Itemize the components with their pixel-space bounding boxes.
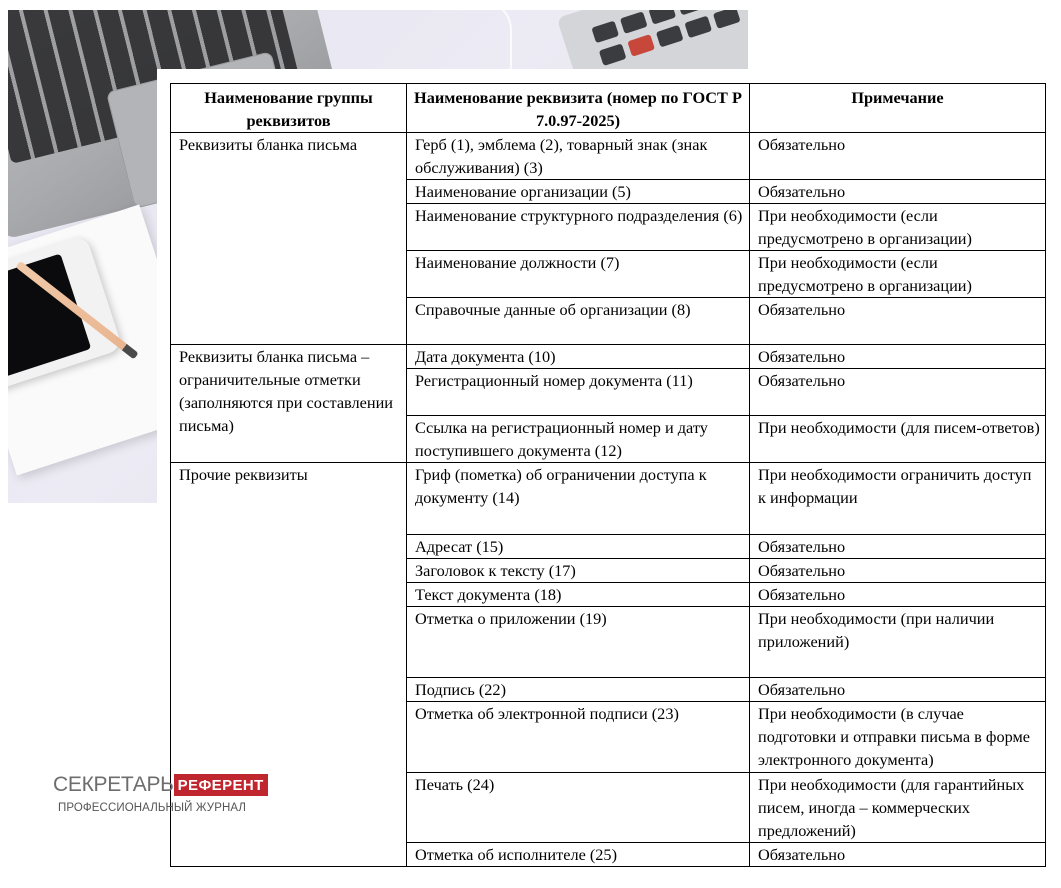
requisites-table <box>170 83 1046 867</box>
requisite-cell: Герб (1), эмблема (2), товарный знак (знак обслуживания) (3) <box>407 133 750 180</box>
note-cell: Обязательно <box>750 180 1046 204</box>
note-cell: Обязательно <box>750 583 1046 607</box>
requisite-cell: Наименование организации (5) <box>407 180 750 204</box>
calc-key <box>599 43 627 66</box>
header-note: Примечание <box>750 84 1046 133</box>
requisite-cell: Текст документа (18) <box>407 583 750 607</box>
note-cell: При необходимости (для писем-ответов) <box>750 416 1046 463</box>
note-cell: При необходимости (для гарантийных писем, иногда – коммерческих предложений) <box>750 773 1046 843</box>
calc-key <box>684 16 712 39</box>
calc-key <box>677 10 705 15</box>
group-cell: Реквизиты бланка письма <box>171 133 407 345</box>
requisite-cell: Дата документа (10) <box>407 345 750 369</box>
note-cell: Обязательно <box>750 298 1046 345</box>
table-row <box>171 133 1046 180</box>
header-requisite: Наименование реквизита (номер по ГОСТ Р 7.0.97-2025) <box>407 84 750 133</box>
logo-badge: РЕФЕРЕНТ <box>174 774 268 796</box>
table-header-row <box>171 84 1046 133</box>
note-cell: При необходимости ограничить доступ к информации <box>750 463 1046 535</box>
requisite-cell: Гриф (пометка) об ограничении доступа к документу (14) <box>407 463 750 535</box>
requisite-cell: Регистрационный номер документа (11) <box>407 369 750 416</box>
group-cell: Прочие реквизиты <box>171 463 407 867</box>
note-cell: Обязательно <box>750 133 1046 180</box>
calc-key <box>713 10 741 29</box>
requisite-cell: Отметка об исполнителе (25) <box>407 843 750 867</box>
note-cell: Обязательно <box>750 559 1046 583</box>
requisite-cell: Подпись (22) <box>407 678 750 702</box>
requisite-cell: Наименование должности (7) <box>407 251 750 298</box>
logo-word: СЕКРЕТАРЬ <box>53 773 174 796</box>
logo-subtitle: ПРОФЕССИОНАЛЬНЫЙ ЖУРНАЛ <box>58 802 247 814</box>
note-cell: Обязательно <box>750 345 1046 369</box>
requisite-cell: Ссылка на регистрационный номер и дату поступившего документа (12) <box>407 416 750 463</box>
note-cell: При необходимости (при наличии приложений) <box>750 607 1046 678</box>
requisite-cell: Наименование структурного подразделения (6) <box>407 204 750 251</box>
table-row <box>171 463 1046 535</box>
requisite-cell: Справочные данные об организации (8) <box>407 298 750 345</box>
requisite-cell: Печать (24) <box>407 773 750 843</box>
note-cell: Обязательно <box>750 535 1046 559</box>
note-cell: При необходимости (если предусмотрено в организации) <box>750 251 1046 298</box>
note-cell: При необходимости (в случае подготовки и отправки письма в форме электронного документа) <box>750 702 1046 773</box>
note-cell: Обязательно <box>750 369 1046 416</box>
calc-key <box>648 10 676 25</box>
note-cell: Обязательно <box>750 843 1046 867</box>
note-cell: Обязательно <box>750 678 1046 702</box>
calc-key <box>620 11 648 34</box>
note-cell: При необходимости (если предусмотрено в организации) <box>750 204 1046 251</box>
requisite-cell: Адресат (15) <box>407 535 750 559</box>
group-cell: Реквизиты бланка письма – ограничительные отметки (заполняются при составлении письма) <box>171 345 407 463</box>
requisite-cell: Отметка о приложении (19) <box>407 607 750 678</box>
header-group: Наименование группы реквизитов <box>171 84 407 133</box>
calc-key <box>627 34 655 57</box>
logo-main <box>53 773 264 797</box>
table-row <box>171 345 1046 369</box>
calc-key <box>656 25 684 48</box>
logo <box>53 773 264 819</box>
requisite-cell: Заголовок к тексту (17) <box>407 559 750 583</box>
calc-key <box>591 21 619 44</box>
requisite-cell: Отметка об электронной подписи (23) <box>407 702 750 773</box>
